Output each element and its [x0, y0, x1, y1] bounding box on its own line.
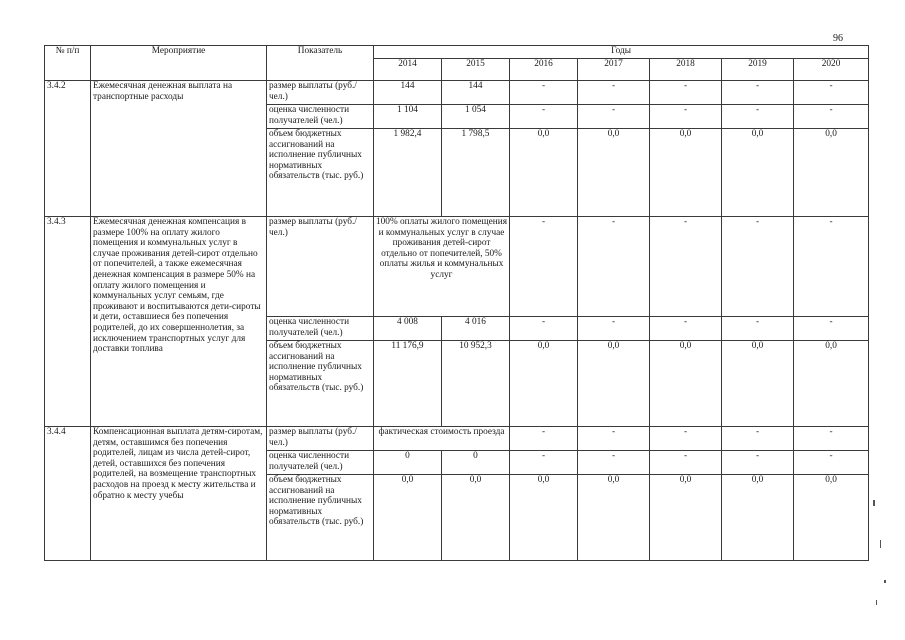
value-cell: 0,0	[722, 475, 794, 561]
header-year: 2016	[510, 59, 578, 81]
row-number: 3.4.3	[45, 217, 91, 427]
value-cell: -	[578, 105, 650, 129]
value-cell: -	[510, 81, 578, 105]
header-num: № п/п	[45, 46, 91, 81]
activity-cell: Ежемесячная денежная выплата на транспортные расходы	[91, 81, 267, 217]
merged-value-cell: фактическая стоимость проезда	[374, 427, 510, 451]
value-cell: 0,0	[650, 129, 722, 217]
value-cell: -	[794, 317, 869, 341]
value-cell: -	[794, 81, 869, 105]
indicator-cell: оценка численности получателей (чел.)	[267, 451, 374, 475]
value-cell: -	[510, 105, 578, 129]
indicator-cell: оценка численности получателей (чел.)	[267, 105, 374, 129]
value-cell: 0,0	[578, 475, 650, 561]
value-cell: 0,0	[510, 129, 578, 217]
value-cell: -	[650, 217, 722, 317]
value-cell: 0,0	[794, 341, 869, 427]
value-cell: 0	[442, 451, 510, 475]
value-cell: -	[650, 81, 722, 105]
value-cell: -	[510, 217, 578, 317]
scan-speck	[876, 600, 877, 605]
value-cell: 0,0	[794, 475, 869, 561]
row-number: 3.4.2	[45, 81, 91, 217]
value-cell: -	[722, 81, 794, 105]
table-row	[45, 217, 869, 317]
value-cell: -	[650, 105, 722, 129]
value-cell: 0,0	[374, 475, 442, 561]
value-cell: -	[578, 217, 650, 317]
indicator-cell: оценка численности получателей (чел.)	[267, 317, 374, 341]
value-cell: -	[650, 451, 722, 475]
value-cell: -	[510, 451, 578, 475]
value-cell: 0,0	[650, 341, 722, 427]
value-cell: -	[794, 451, 869, 475]
page-number: 96	[833, 33, 843, 44]
value-cell: 0,0	[650, 475, 722, 561]
indicator-cell: объем бюджетных ассигнований на исполнение публичных нормативных обязательств (тыс. руб.)	[267, 341, 374, 427]
value-cell: 0,0	[442, 475, 510, 561]
value-cell: -	[650, 317, 722, 341]
header-years-group: Годы	[374, 46, 869, 59]
value-cell: -	[794, 217, 869, 317]
value-cell: -	[578, 427, 650, 451]
indicator-cell: размер выплаты (руб./ чел.)	[267, 427, 374, 451]
value-cell: 0,0	[578, 129, 650, 217]
header-year: 2017	[578, 59, 650, 81]
activity-cell: Ежемесячная денежная компенсация в размере 100% на оплату жилого помещения и коммунальных услуг в случае проживания детей-сирот отдельно от попечителей, а также ежемесячная денежная компенсация в размере 50% на оплату жилого помещения и коммунальных услуг семьям, где проживают и воспитываются дети-сироты и дети, оставшиеся без попечения родителей, до их совершеннолетия, за исключением транспортных услуг для доставки топлива	[91, 217, 267, 427]
value-cell: 1 982,4	[374, 129, 442, 217]
value-cell: -	[794, 427, 869, 451]
activity-cell: Компенсационная выплата детям-сиротам, детям, оставшимся без попечения родителей, лицам из числа детей-сирот, детей, оставшихся без попечения родителей, на возмещение транспортных расходов на проезд к месту жительства и обратно к месту учебы	[91, 427, 267, 561]
header-year: 2015	[442, 59, 510, 81]
table-row	[45, 81, 869, 105]
value-cell: -	[722, 317, 794, 341]
value-cell: 0,0	[510, 341, 578, 427]
value-cell: -	[794, 105, 869, 129]
budget-table	[44, 45, 869, 561]
value-cell: 0,0	[722, 129, 794, 217]
merged-value-cell: 100% оплаты жилого помещения и коммунальных услуг в случае проживания детей-сирот отдельно от попечителей, 50% оплаты жилья и коммунальных услуг	[374, 217, 510, 317]
indicator-cell: размер выплаты (руб./ чел.)	[267, 81, 374, 105]
header-year: 2019	[722, 59, 794, 81]
table-row	[45, 427, 869, 451]
scan-speck	[880, 540, 881, 548]
value-cell: -	[578, 317, 650, 341]
value-cell: 0,0	[722, 341, 794, 427]
value-cell: -	[650, 427, 722, 451]
header-year: 2014	[374, 59, 442, 81]
value-cell: 4 016	[442, 317, 510, 341]
header-year: 2020	[794, 59, 869, 81]
value-cell: 4 008	[374, 317, 442, 341]
value-cell: -	[722, 451, 794, 475]
value-cell: 1 104	[374, 105, 442, 129]
value-cell: 0	[374, 451, 442, 475]
value-cell: 0,0	[578, 341, 650, 427]
value-cell: -	[578, 451, 650, 475]
value-cell: -	[510, 317, 578, 341]
value-cell: 1 054	[442, 105, 510, 129]
value-cell: 10 952,3	[442, 341, 510, 427]
header-activity: Мероприятие	[91, 46, 267, 81]
indicator-cell: объем бюджетных ассигнований на исполнение публичных нормативных обязательств (тыс. руб.)	[267, 129, 374, 217]
value-cell: -	[722, 105, 794, 129]
value-cell: 144	[442, 81, 510, 105]
header-indicator: Показатель	[267, 46, 374, 81]
row-number: 3.4.4	[45, 427, 91, 561]
value-cell: 0,0	[510, 475, 578, 561]
value-cell: 11 176,9	[374, 341, 442, 427]
indicator-cell: объем бюджетных ассигнований на исполнение публичных нормативных обязательств (тыс. руб.)	[267, 475, 374, 561]
value-cell: 144	[374, 81, 442, 105]
value-cell: -	[722, 217, 794, 317]
value-cell: -	[510, 427, 578, 451]
scan-speck	[884, 580, 886, 583]
header-year: 2018	[650, 59, 722, 81]
indicator-cell: размер выплаты (руб./ чел.)	[267, 217, 374, 317]
value-cell: -	[722, 427, 794, 451]
scan-speck	[873, 500, 875, 506]
value-cell: 1 798,5	[442, 129, 510, 217]
value-cell: -	[578, 81, 650, 105]
value-cell: 0,0	[794, 129, 869, 217]
